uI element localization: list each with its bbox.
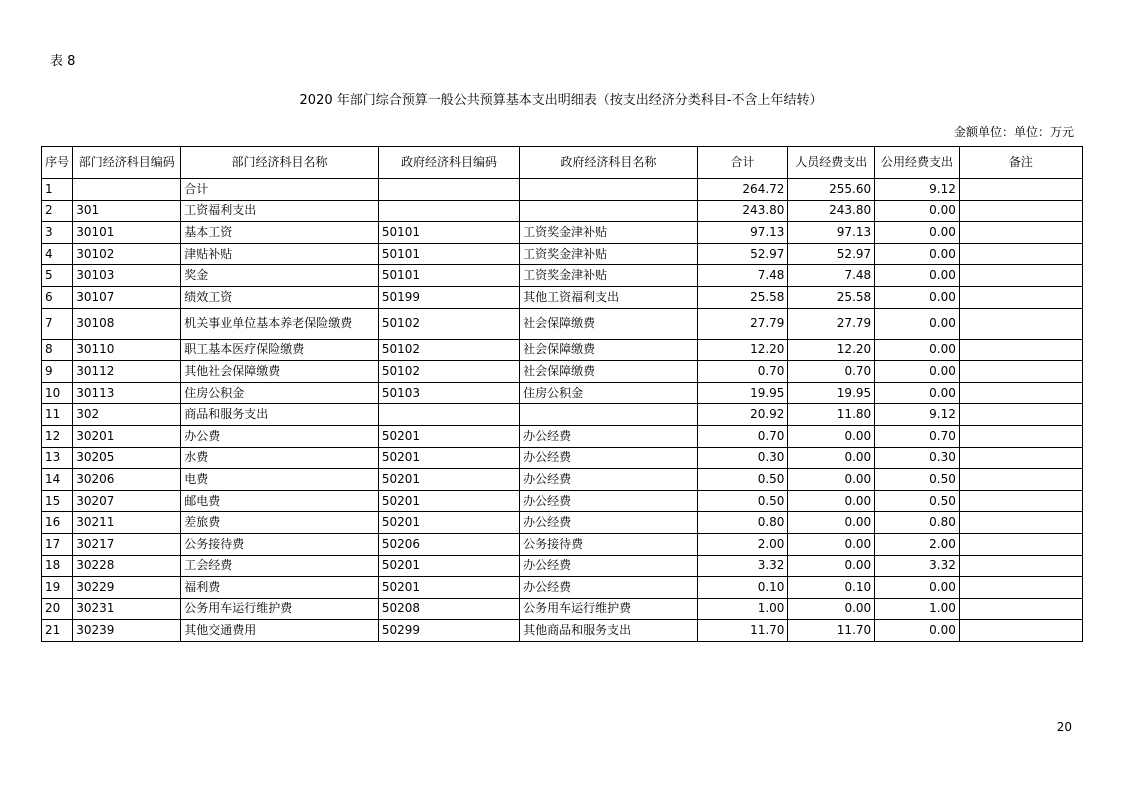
cell-personnel: 0.00 <box>788 512 875 534</box>
cell-seq: 18 <box>42 555 73 577</box>
cell-total: 0.50 <box>697 490 788 512</box>
cell-gov-name: 办公经费 <box>520 577 698 599</box>
cell-gov-code: 50201 <box>378 469 519 491</box>
table-row <box>42 222 1083 244</box>
cell-total: 25.58 <box>697 286 788 308</box>
cell-seq: 2 <box>42 200 73 222</box>
cell-dept-code: 30110 <box>73 339 181 361</box>
cell-public: 0.00 <box>875 308 960 339</box>
cell-dept-name: 公务用车运行维护费 <box>181 598 379 620</box>
cell-total: 3.32 <box>697 555 788 577</box>
cell-public: 0.50 <box>875 469 960 491</box>
cell-seq: 1 <box>42 179 73 201</box>
cell-dept-code: 302 <box>73 404 181 426</box>
cell-public: 0.70 <box>875 425 960 447</box>
cell-seq: 20 <box>42 598 73 620</box>
table-row <box>42 361 1083 383</box>
cell-public: 2.00 <box>875 533 960 555</box>
cell-seq: 14 <box>42 469 73 491</box>
cell-note <box>959 222 1082 244</box>
cell-total: 0.50 <box>697 469 788 491</box>
table-row <box>42 265 1083 287</box>
cell-note <box>959 447 1082 469</box>
cell-public: 0.30 <box>875 447 960 469</box>
cell-gov-code: 50101 <box>378 243 519 265</box>
cell-dept-code: 30211 <box>73 512 181 534</box>
cell-dept-name: 水费 <box>181 447 379 469</box>
cell-gov-code <box>378 200 519 222</box>
cell-note <box>959 512 1082 534</box>
table-row <box>42 533 1083 555</box>
cell-public: 0.00 <box>875 382 960 404</box>
header-gov-name: 政府经济科目名称 <box>520 147 698 179</box>
cell-note <box>959 533 1082 555</box>
cell-note <box>959 577 1082 599</box>
cell-gov-name: 社会保障缴费 <box>520 308 698 339</box>
cell-public: 0.00 <box>875 361 960 383</box>
cell-dept-code: 30217 <box>73 533 181 555</box>
cell-note <box>959 265 1082 287</box>
cell-personnel: 0.10 <box>788 577 875 599</box>
cell-public: 0.00 <box>875 286 960 308</box>
cell-gov-code: 50299 <box>378 620 519 642</box>
table-label: 表 8 <box>50 54 76 69</box>
cell-dept-name: 其他社会保障缴费 <box>181 361 379 383</box>
cell-total: 0.30 <box>697 447 788 469</box>
cell-gov-code: 50201 <box>378 425 519 447</box>
table-body <box>42 179 1083 642</box>
table-row <box>42 243 1083 265</box>
cell-total: 27.79 <box>697 308 788 339</box>
cell-public: 0.00 <box>875 243 960 265</box>
cell-personnel: 7.48 <box>788 265 875 287</box>
cell-seq: 8 <box>42 339 73 361</box>
cell-gov-code <box>378 179 519 201</box>
cell-note <box>959 179 1082 201</box>
cell-seq: 4 <box>42 243 73 265</box>
cell-dept-code: 30107 <box>73 286 181 308</box>
cell-note <box>959 490 1082 512</box>
cell-dept-code: 30231 <box>73 598 181 620</box>
cell-dept-code: 30239 <box>73 620 181 642</box>
cell-public: 3.32 <box>875 555 960 577</box>
cell-note <box>959 200 1082 222</box>
cell-gov-name: 办公经费 <box>520 490 698 512</box>
cell-gov-code: 50208 <box>378 598 519 620</box>
cell-public: 1.00 <box>875 598 960 620</box>
cell-dept-name: 公务接待费 <box>181 533 379 555</box>
cell-personnel: 0.00 <box>788 555 875 577</box>
table-row <box>42 469 1083 491</box>
cell-seq: 11 <box>42 404 73 426</box>
table-row <box>42 577 1083 599</box>
table-row <box>42 200 1083 222</box>
cell-public: 0.00 <box>875 200 960 222</box>
cell-dept-name: 福利费 <box>181 577 379 599</box>
cell-seq: 16 <box>42 512 73 534</box>
cell-gov-name: 办公经费 <box>520 555 698 577</box>
cell-gov-name: 办公经费 <box>520 447 698 469</box>
cell-note <box>959 339 1082 361</box>
cell-dept-code: 30102 <box>73 243 181 265</box>
cell-seq: 19 <box>42 577 73 599</box>
cell-dept-code: 30207 <box>73 490 181 512</box>
cell-total: 11.70 <box>697 620 788 642</box>
cell-total: 19.95 <box>697 382 788 404</box>
cell-gov-name: 工资奖金津补贴 <box>520 265 698 287</box>
cell-gov-code: 50102 <box>378 361 519 383</box>
table-row <box>42 598 1083 620</box>
cell-gov-name <box>520 404 698 426</box>
cell-seq: 13 <box>42 447 73 469</box>
cell-personnel: 19.95 <box>788 382 875 404</box>
cell-gov-code: 50102 <box>378 339 519 361</box>
cell-personnel: 11.80 <box>788 404 875 426</box>
cell-dept-name: 工会经费 <box>181 555 379 577</box>
cell-personnel: 25.58 <box>788 286 875 308</box>
cell-total: 0.70 <box>697 361 788 383</box>
header-seq: 序号 <box>42 147 73 179</box>
cell-gov-name <box>520 200 698 222</box>
unit-note: 金额单位：单位：万元 <box>953 125 1074 139</box>
cell-dept-code: 30112 <box>73 361 181 383</box>
cell-dept-name: 津贴补贴 <box>181 243 379 265</box>
cell-personnel: 0.00 <box>788 598 875 620</box>
cell-dept-name: 电费 <box>181 469 379 491</box>
document-title: 2020 年部门综合预算一般公共预算基本支出明细表（按支出经济分类科目-不含上年结转） <box>299 93 823 108</box>
cell-personnel: 0.00 <box>788 425 875 447</box>
cell-note <box>959 361 1082 383</box>
table-row <box>42 308 1083 339</box>
cell-gov-code: 50101 <box>378 265 519 287</box>
header-dept-code: 部门经济科目编码 <box>73 147 181 179</box>
cell-seq: 6 <box>42 286 73 308</box>
cell-total: 0.70 <box>697 425 788 447</box>
cell-gov-code: 50103 <box>378 382 519 404</box>
cell-total: 243.80 <box>697 200 788 222</box>
cell-dept-code: 30229 <box>73 577 181 599</box>
cell-personnel: 27.79 <box>788 308 875 339</box>
cell-dept-name: 基本工资 <box>181 222 379 244</box>
table-row <box>42 512 1083 534</box>
cell-dept-code: 30108 <box>73 308 181 339</box>
cell-gov-name: 其他商品和服务支出 <box>520 620 698 642</box>
cell-total: 52.97 <box>697 243 788 265</box>
cell-gov-code: 50101 <box>378 222 519 244</box>
cell-gov-name: 办公经费 <box>520 469 698 491</box>
table-row <box>42 447 1083 469</box>
header-personnel: 人员经费支出 <box>788 147 875 179</box>
page-number: 20 <box>1056 720 1072 734</box>
cell-dept-name: 工资福利支出 <box>181 200 379 222</box>
cell-personnel: 243.80 <box>788 200 875 222</box>
cell-total: 20.92 <box>697 404 788 426</box>
cell-gov-code: 50206 <box>378 533 519 555</box>
cell-personnel: 0.00 <box>788 533 875 555</box>
table-row <box>42 425 1083 447</box>
cell-seq: 17 <box>42 533 73 555</box>
cell-dept-name: 绩效工资 <box>181 286 379 308</box>
cell-personnel: 97.13 <box>788 222 875 244</box>
cell-dept-code: 30201 <box>73 425 181 447</box>
cell-total: 1.00 <box>697 598 788 620</box>
cell-dept-code: 30228 <box>73 555 181 577</box>
cell-note <box>959 286 1082 308</box>
cell-note <box>959 308 1082 339</box>
cell-gov-name: 公务用车运行维护费 <box>520 598 698 620</box>
table-row <box>42 339 1083 361</box>
cell-gov-name: 社会保障缴费 <box>520 361 698 383</box>
cell-dept-code: 30206 <box>73 469 181 491</box>
cell-dept-name: 差旅费 <box>181 512 379 534</box>
cell-personnel: 0.00 <box>788 490 875 512</box>
cell-seq: 9 <box>42 361 73 383</box>
table-row <box>42 404 1083 426</box>
cell-total: 7.48 <box>697 265 788 287</box>
cell-note <box>959 620 1082 642</box>
cell-personnel: 0.00 <box>788 447 875 469</box>
cell-gov-name: 工资奖金津补贴 <box>520 222 698 244</box>
cell-note <box>959 382 1082 404</box>
cell-dept-code <box>73 179 181 201</box>
cell-dept-code: 30113 <box>73 382 181 404</box>
expenditure-detail-table <box>41 146 1083 642</box>
cell-gov-name: 其他工资福利支出 <box>520 286 698 308</box>
cell-seq: 5 <box>42 265 73 287</box>
cell-dept-name: 奖金 <box>181 265 379 287</box>
cell-personnel: 0.70 <box>788 361 875 383</box>
cell-public: 0.00 <box>875 577 960 599</box>
cell-gov-name: 工资奖金津补贴 <box>520 243 698 265</box>
cell-note <box>959 555 1082 577</box>
cell-gov-code: 50201 <box>378 555 519 577</box>
table-row <box>42 490 1083 512</box>
cell-public: 0.00 <box>875 222 960 244</box>
header-note: 备注 <box>959 147 1082 179</box>
cell-dept-name: 其他交通费用 <box>181 620 379 642</box>
cell-dept-code: 30205 <box>73 447 181 469</box>
cell-gov-code: 50201 <box>378 490 519 512</box>
cell-dept-code: 30103 <box>73 265 181 287</box>
cell-gov-name: 住房公积金 <box>520 382 698 404</box>
cell-gov-name: 办公经费 <box>520 512 698 534</box>
cell-gov-code: 50199 <box>378 286 519 308</box>
cell-personnel: 11.70 <box>788 620 875 642</box>
cell-gov-name: 社会保障缴费 <box>520 339 698 361</box>
cell-public: 9.12 <box>875 404 960 426</box>
cell-total: 264.72 <box>697 179 788 201</box>
table-row <box>42 620 1083 642</box>
cell-total: 2.00 <box>697 533 788 555</box>
cell-note <box>959 425 1082 447</box>
header-total: 合计 <box>697 147 788 179</box>
cell-dept-name: 职工基本医疗保险缴费 <box>181 339 379 361</box>
cell-total: 97.13 <box>697 222 788 244</box>
cell-gov-code <box>378 404 519 426</box>
cell-gov-code: 50201 <box>378 577 519 599</box>
cell-total: 0.10 <box>697 577 788 599</box>
header-public: 公用经费支出 <box>875 147 960 179</box>
cell-dept-name: 住房公积金 <box>181 382 379 404</box>
cell-seq: 10 <box>42 382 73 404</box>
cell-seq: 7 <box>42 308 73 339</box>
header-row <box>42 147 1083 179</box>
cell-public: 9.12 <box>875 179 960 201</box>
cell-dept-name: 机关事业单位基本养老保险缴费 <box>181 308 379 339</box>
cell-dept-name: 合计 <box>181 179 379 201</box>
table-row <box>42 179 1083 201</box>
cell-public: 0.50 <box>875 490 960 512</box>
table-row <box>42 286 1083 308</box>
cell-personnel: 255.60 <box>788 179 875 201</box>
cell-gov-name <box>520 179 698 201</box>
cell-dept-name: 办公费 <box>181 425 379 447</box>
cell-dept-name: 商品和服务支出 <box>181 404 379 426</box>
cell-personnel: 52.97 <box>788 243 875 265</box>
cell-gov-code: 50102 <box>378 308 519 339</box>
cell-personnel: 12.20 <box>788 339 875 361</box>
cell-gov-code: 50201 <box>378 447 519 469</box>
header-dept-name: 部门经济科目名称 <box>181 147 379 179</box>
cell-seq: 3 <box>42 222 73 244</box>
cell-public: 0.80 <box>875 512 960 534</box>
cell-personnel: 0.00 <box>788 469 875 491</box>
cell-dept-name: 邮电费 <box>181 490 379 512</box>
cell-note <box>959 243 1082 265</box>
header-gov-code: 政府经济科目编码 <box>378 147 519 179</box>
cell-seq: 15 <box>42 490 73 512</box>
cell-public: 0.00 <box>875 620 960 642</box>
cell-note <box>959 404 1082 426</box>
cell-total: 12.20 <box>697 339 788 361</box>
cell-gov-code: 50201 <box>378 512 519 534</box>
cell-total: 0.80 <box>697 512 788 534</box>
cell-public: 0.00 <box>875 265 960 287</box>
table-row <box>42 382 1083 404</box>
table-row <box>42 555 1083 577</box>
cell-public: 0.00 <box>875 339 960 361</box>
cell-gov-name: 公务接待费 <box>520 533 698 555</box>
cell-note <box>959 598 1082 620</box>
cell-dept-code: 301 <box>73 200 181 222</box>
cell-seq: 21 <box>42 620 73 642</box>
cell-gov-name: 办公经费 <box>520 425 698 447</box>
cell-dept-code: 30101 <box>73 222 181 244</box>
cell-note <box>959 469 1082 491</box>
cell-seq: 12 <box>42 425 73 447</box>
